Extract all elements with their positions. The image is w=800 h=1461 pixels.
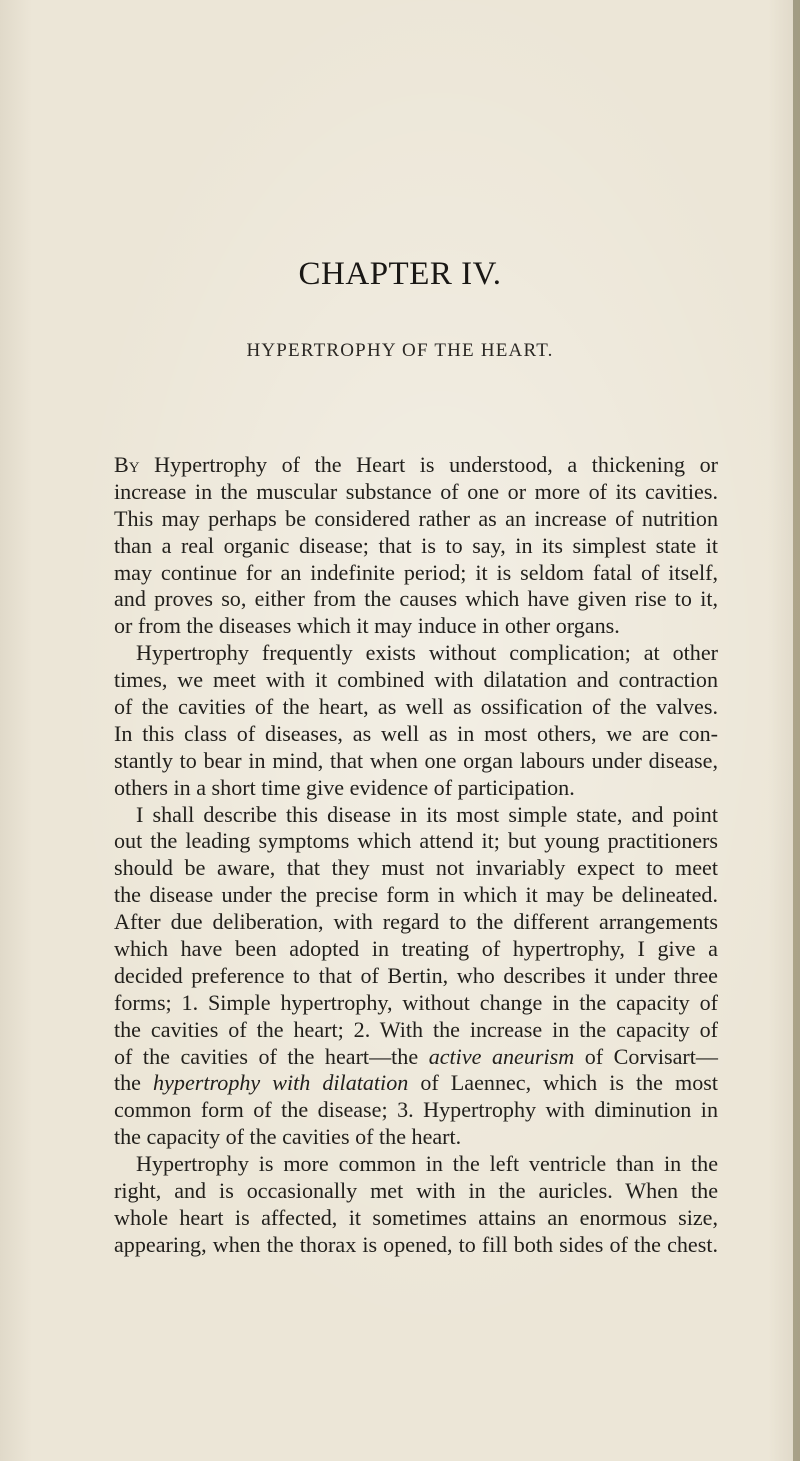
- text-segment: the: [114, 1070, 154, 1096]
- text-line: should be aware, that they must not invariably expect to meet: [114, 855, 718, 881]
- text-line: increase in the muscular substance of one or more of its cavities.: [114, 478, 718, 504]
- text-line: of the cavities of the heart, as well as ossification of the valves.: [114, 694, 718, 720]
- chapter-title: CHAPTER IV.: [298, 256, 502, 292]
- text-line: stantly to bear in mind, that when one organ labours under disease,: [114, 747, 718, 773]
- text-segment: of Laennec, which is the most: [408, 1070, 719, 1096]
- text-line: than a real organic disease; that is to say, in its simplest state it: [114, 532, 718, 558]
- text-line: I shall describe this disease in its most simple state, and point: [136, 801, 718, 827]
- text-line: common form of the disease; 3. Hypertrophy with diminution in: [114, 1097, 718, 1123]
- text-line: right, and is occasionally met with in the auricles. When the: [114, 1178, 718, 1204]
- text-line: After due deliberation, with regard to the different arrangements: [114, 909, 718, 935]
- text-line: [114, 1044, 718, 1071]
- text-line: others in a short time give evidence of participation.: [114, 774, 575, 800]
- text-line: the cavities of the heart; 2. With the increase in the capacity of: [114, 1016, 718, 1042]
- text-line: [114, 1070, 718, 1097]
- text-line: In this class of diseases, as well as in most others, we are con-: [114, 720, 718, 746]
- page-edge-shadow: [793, 0, 800, 1461]
- text-line: This may perhaps be considered rather as an increase of nutrition: [114, 505, 718, 531]
- text-line: and proves so, either from the causes which have given rise to it,: [114, 586, 718, 612]
- text-segment: Hypertrophy of the Heart is understood, a thickening or: [139, 452, 718, 477]
- text-line: Hypertrophy frequently exists without complication; at other: [136, 640, 718, 666]
- text-line: forms; 1. Simple hypertrophy, without change in the capacity of: [114, 989, 718, 1015]
- text-segment: of Corvisart—: [574, 1043, 718, 1069]
- text-line: which have been adopted in treating of hypertrophy, I give a: [114, 936, 718, 962]
- lead-word: By: [114, 452, 140, 477]
- text-line: decided preference to that of Bertin, who describes it under three: [114, 962, 718, 988]
- chapter-subtitle: HYPERTROPHY OF THE HEART.: [246, 340, 554, 361]
- text-line: out the leading symptoms which attend it; but young practitioners: [114, 828, 718, 854]
- text-segment: of the cavities of the heart—the: [114, 1043, 429, 1069]
- text-line: times, we meet with it combined with dilatation and contraction: [114, 667, 718, 693]
- body-text: [114, 452, 718, 1259]
- italic-term: hypertrophy with dilatation: [153, 1070, 409, 1096]
- text-line: [114, 452, 718, 479]
- text-line: or from the diseases which it may induce in other organs.: [114, 613, 620, 639]
- text-line: may continue for an indefinite period; it is seldom fatal of itself,: [114, 559, 718, 585]
- text-line: Hypertrophy is more common in the left ventricle than in the: [136, 1151, 718, 1177]
- text-line: whole heart is affected, it sometimes attains an enormous size,: [114, 1204, 718, 1230]
- text-line: the capacity of the cavities of the heart.: [114, 1124, 462, 1150]
- italic-term: active aneurism: [428, 1043, 575, 1069]
- text-line: appearing, when the thorax is opened, to fill both sides of the chest.: [114, 1231, 718, 1257]
- text-line: the disease under the precise form in which it may be delineated.: [114, 882, 718, 908]
